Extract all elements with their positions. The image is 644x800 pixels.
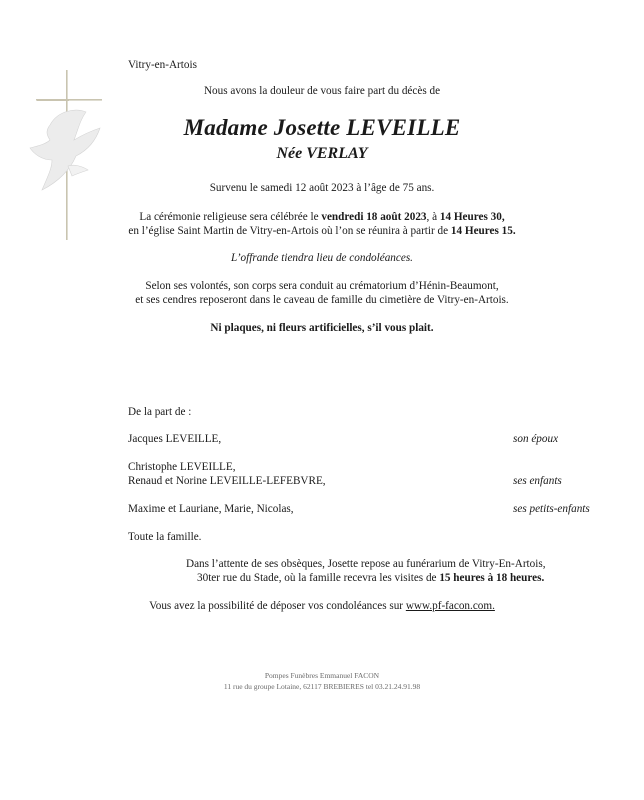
- ceremony-l1a: La cérémonie religieuse sera célébrée le: [139, 211, 322, 223]
- footer-company: Pompes Funèbres Emmanuel FACON: [264, 671, 380, 680]
- de-la-part-label: De la part de :: [128, 406, 192, 418]
- family-grandchildren: Maxime et Lauriane, Marie, Nicolas,: [128, 503, 294, 515]
- footer-address: 11 rue du groupe Lotaine, 62117 BREBIERES tel 03.21.24.91.98: [223, 682, 421, 691]
- volontes-line-2: et ses cendres reposeront dans le caveau de famille du cimetière de Vitry-en-Artois.: [135, 294, 509, 306]
- relation-children: ses enfants: [513, 475, 562, 487]
- condoleances-text: Vous avez la possibilité de déposer vos condoléances sur: [149, 600, 406, 612]
- ceremony-line-2: [0, 224, 644, 239]
- ceremony-l2a: en l’église Saint Martin de Vitry-en-Artois où l’on se réunira à partir de: [128, 225, 451, 237]
- maiden-name: Née VERLAY: [276, 145, 368, 162]
- ceremony-l1c: , à: [426, 211, 440, 223]
- family-children-1: Christophe LEVEILLE,: [128, 461, 236, 473]
- funerarium-line-1: Dans l’attente de ses obsèques, Josette repose au funérarium de Vitry-En-Artois,: [186, 558, 546, 570]
- ceremony-time: 14 Heures 30,: [439, 211, 505, 223]
- cross-left-line: [37, 100, 69, 101]
- relation-grandchildren: ses petits-enfants: [513, 503, 590, 515]
- condoleances-line: [0, 599, 644, 614]
- family-all: Toute la famille.: [128, 531, 202, 543]
- relation-husband: son époux: [513, 433, 559, 445]
- family-children-2: Renaud et Norine LEVEILLE-LEFEBVRE,: [128, 475, 326, 487]
- intro-text: Nous avons la douleur de vous faire part du décès de: [203, 85, 441, 97]
- deceased-name: Madame Josette LEVEILLE: [183, 115, 461, 140]
- family-husband: Jacques LEVEILLE,: [128, 433, 222, 445]
- ceremony-line-1: [0, 210, 644, 225]
- death-date-text: Survenu le samedi 12 août 2023 à l’âge de 75 ans.: [209, 182, 435, 194]
- funerarium-l2a: 30ter rue du Stade, où la famille recevra les visites de: [197, 572, 440, 584]
- visit-hours: 15 heures à 18 heures.: [439, 572, 545, 584]
- condoleances-link[interactable]: www.pf-facon.com.: [405, 600, 495, 612]
- funerarium-line-2: [197, 571, 544, 586]
- volontes-line-1: Selon ses volontés, son corps sera conduit au crématorium d’Hénin-Beaumont,: [145, 280, 499, 292]
- place-text: Vitry-en-Artois: [128, 59, 197, 71]
- offrande-text: L’offrande tiendra lieu de condoléances.: [231, 252, 413, 264]
- gathering-time: 14 Heures 15.: [450, 225, 516, 237]
- ceremony-date: vendredi 18 août 2023: [321, 211, 427, 223]
- plaques-text: Ni plaques, ni fleurs artificielles, s’il vous plait.: [210, 322, 434, 334]
